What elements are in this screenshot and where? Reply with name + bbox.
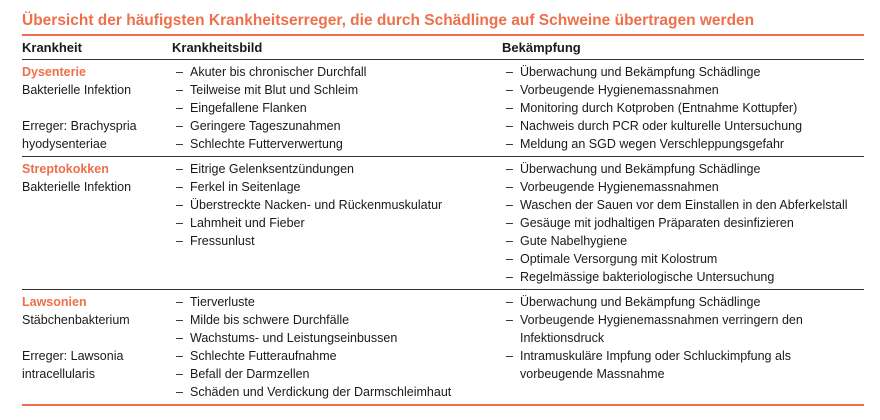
list-item: – Eingefallene Flanken [172,99,502,117]
list-item: – Vorbeugende Hygienemassnahmen verringern den Infektionsdruck [502,311,864,347]
control-list [502,63,864,153]
list-item: – Schlechte Futteraufnahme [172,347,502,365]
disease-name: Dysenterie [22,65,86,79]
table-row [22,157,864,290]
list-item: – Ferkel in Seitenlage [172,178,502,196]
list-item: – Vorbeugende Hygienemassnahmen [502,178,864,196]
list-item: – Nachweis durch PCR oder kulturelle Untersuchung [502,117,864,135]
list-item: – Lahmheit und Fieber [172,214,502,232]
list-item: – Schlechte Futterverwertung [172,135,502,153]
disease-name: Streptokokken [22,162,109,176]
disease-cell [22,290,172,406]
pathogen-line: Erreger: Brachyspria [22,119,137,133]
disease-name: Lawsonien [22,295,87,309]
disease-type: Bakterielle Infektion [22,180,132,194]
control-list [502,160,864,286]
control-list [502,293,864,383]
list-item: – Tierverluste [172,293,502,311]
list-item: – Fressunlust [172,232,502,250]
pathogen-line: intracellularis [22,367,95,381]
list-item: – Regelmässige bakteriologische Untersuchung [502,268,864,286]
disease-overview-document [22,10,864,406]
list-item: – Akuter bis chronischer Durchfall [172,63,502,81]
control-cell [502,157,864,290]
symptoms-list [172,160,502,250]
symptoms-list [172,63,502,153]
list-item: – Befall der Darmzellen [172,365,502,383]
symptoms-cell [172,290,502,406]
list-item: – Geringere Tageszunahmen [172,117,502,135]
symptoms-cell [172,157,502,290]
list-item: – Teilweise mit Blut und Schleim [172,81,502,99]
list-item: – Optimale Versorgung mit Kolostrum [502,250,864,268]
header-bekaempfung: Bekämpfung [502,36,864,60]
list-item: – Überstreckte Nacken- und Rückenmuskulatur [172,196,502,214]
list-item: – Überwachung und Bekämpfung Schädlinge [502,293,864,311]
list-item: – Vorbeugende Hygienemassnahmen [502,81,864,99]
control-cell [502,290,864,406]
disease-cell [22,157,172,290]
list-item: – Milde bis schwere Durchfälle [172,311,502,329]
document-title: Übersicht der häufigsten Krankheitserreger, die durch Schädlinge auf Schweine übertragen werden [22,12,755,29]
control-cell [502,60,864,157]
disease-table [22,36,864,406]
pathogen-line: hyodysenteriae [22,137,107,151]
disease-type: Stäbchenbakterium [22,313,130,327]
list-item: – Meldung an SGD wegen Verschleppungsgefahr [502,135,864,153]
pathogen-line: Erreger: Lawsonia [22,349,124,363]
symptoms-list [172,293,502,401]
disease-type: Bakterielle Infektion [22,83,132,97]
list-item: – Monitoring durch Kotproben (Entnahme Kottupfer) [502,99,864,117]
table-row [22,60,864,157]
header-krankheitsbild: Krankheitsbild [172,36,502,60]
list-item: – Überwachung und Bekämpfung Schädlinge [502,160,864,178]
symptoms-cell [172,60,502,157]
list-item: – Wachstums- und Leistungseinbussen [172,329,502,347]
table-row [22,290,864,406]
list-item: – Schäden und Verdickung der Darmschleimhaut [172,383,502,401]
list-item: – Waschen der Sauen vor dem Einstallen in den Abferkelstall [502,196,864,214]
table-header-row [22,36,864,60]
header-krankheit: Krankheit [22,36,172,60]
list-item: – Intramuskuläre Impfung oder Schluckimpfung als vorbeugende Massnahme [502,347,864,383]
list-item: – Eitrige Gelenksentzündungen [172,160,502,178]
list-item: – Gute Nabelhygiene [502,232,864,250]
disease-cell [22,60,172,157]
list-item: – Überwachung und Bekämpfung Schädlinge [502,63,864,81]
list-item: – Gesäuge mit jodhaltigen Präparaten desinfizieren [502,214,864,232]
